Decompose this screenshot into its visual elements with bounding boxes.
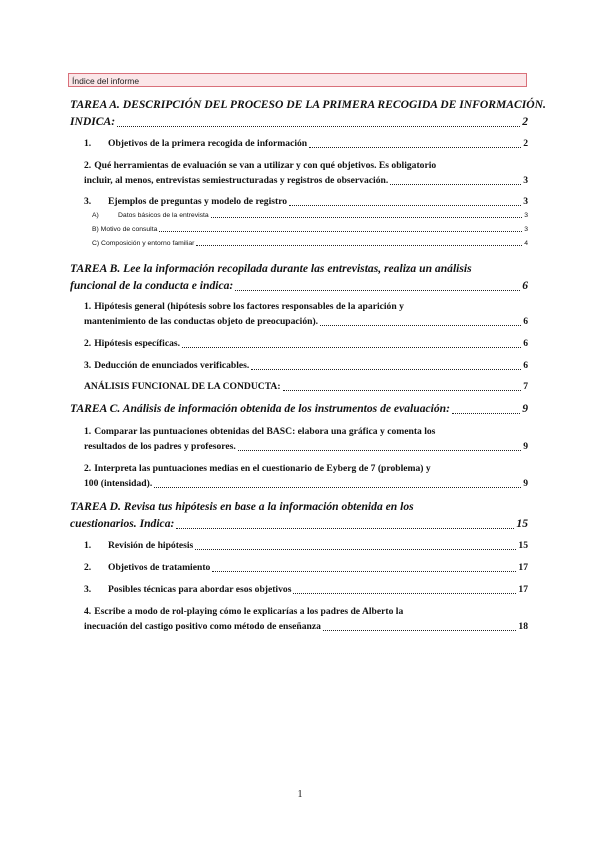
toc-entry-revision-hipotesis[interactable]	[84, 538, 528, 553]
entry-text: TAREA D. Revisa tus hipótesis en base a la información obtenida en los	[70, 500, 414, 513]
toc-entry-rol-playing[interactable]	[84, 604, 528, 634]
toc-entry-analisis-funcional[interactable]	[84, 379, 528, 394]
toc-entry-eyberg[interactable]	[84, 461, 528, 491]
page-ref: 7	[523, 381, 528, 392]
entry-text: TAREA A. DESCRIPCIÓN DEL PROCESO DE LA PRIMERA RECOGIDA DE INFORMACIÓN.	[70, 98, 546, 111]
toc-entry-composicion-familiar[interactable]	[92, 239, 528, 248]
entry-text: Ejemplos de preguntas y modelo de registro	[108, 196, 288, 207]
page-number: 1	[297, 789, 303, 800]
entry-number: 1.	[84, 540, 92, 551]
entry-text: Objetivos de la primera recogida de información	[108, 138, 308, 149]
page-ref: 9	[522, 402, 528, 415]
toc-entry-motivo-consulta[interactable]	[92, 225, 528, 234]
entry-number: 1.	[84, 138, 92, 149]
page-ref: 4	[524, 240, 528, 247]
page-ref: 15	[516, 517, 528, 530]
toc-entry-tarea-a[interactable]	[70, 96, 546, 130]
toc-entry-deduccion-enunciados[interactable]	[84, 358, 528, 373]
entry-number: 1.	[84, 426, 92, 437]
entry-number: A)	[92, 212, 99, 219]
toc-entry-tarea-d[interactable]	[70, 498, 528, 532]
entry-text: Comparar las puntuaciones obtenidas del BASC: elabora una gráfica y comenta los	[94, 426, 436, 437]
entry-text: Posibles técnicas para abordar esos objetivos	[108, 584, 292, 595]
entry-text: Deducción de enunciados verificables.	[94, 360, 250, 371]
entry-number: 2.	[84, 160, 92, 171]
entry-text: cuestionarios. Indica:	[70, 517, 175, 530]
page-ref: 17	[518, 584, 528, 595]
toc-entry-ejemplos-preguntas[interactable]	[84, 194, 528, 209]
page-ref: 3	[524, 212, 528, 219]
entry-number: 2.	[84, 562, 92, 573]
entry-text: Revisión de hipótesis	[108, 540, 194, 551]
entry-text: Hipótesis específicas.	[94, 338, 181, 349]
entry-text: TAREA C. Análisis de información obtenida de los instrumentos de evaluación:	[70, 402, 450, 415]
page-ref: 3	[523, 175, 528, 186]
page-ref: 6	[523, 360, 528, 371]
entry-text: funcional de la conducta e indica:	[70, 279, 234, 292]
entry-text: INDICA:	[70, 115, 116, 128]
entry-text: TAREA B. Lee la información recopilada durante las entrevistas, realiza un análisis	[70, 262, 472, 275]
page-ref: 9	[523, 478, 528, 489]
page-ref: 6	[523, 338, 528, 349]
entry-text: incluir, al menos, entrevistas semiestructuradas y registros de observación.	[84, 175, 389, 186]
page-ref: 3	[523, 196, 528, 207]
page-ref: 18	[518, 621, 528, 632]
entry-text: Datos básicos de la entrevista	[118, 212, 209, 219]
entry-text: mantenimiento de las conductas objeto de preocupación).	[84, 316, 319, 327]
entry-number: 2.	[84, 338, 92, 349]
entry-text: Objetivos de tratamiento	[108, 562, 211, 573]
entry-number: 3.	[84, 360, 92, 371]
toc-entry-puntuaciones-basc[interactable]	[84, 424, 528, 454]
entry-text: inecuación del castigo positivo como método de enseñanza	[84, 621, 321, 632]
toc-entry-posibles-tecnicas[interactable]	[84, 582, 528, 597]
toc-entry-hipotesis-especificas[interactable]	[84, 336, 528, 351]
toc-entry-tarea-b[interactable]	[70, 260, 528, 294]
toc-entry-tarea-c[interactable]	[70, 400, 528, 417]
page-ref: 3	[524, 226, 528, 233]
page-ref: 6	[523, 316, 528, 327]
entry-text: B) Motivo de consulta	[92, 226, 158, 233]
entry-text: 100 (intensidad).	[84, 478, 153, 489]
page-ref: 9	[523, 441, 528, 452]
page-ref: 15	[518, 540, 528, 551]
page-ref: 17	[518, 562, 528, 573]
toc-entry-herramientas-evaluacion[interactable]	[84, 158, 528, 188]
toc-entry-hipotesis-general[interactable]	[84, 299, 528, 329]
entry-text: Hipótesis general (hipótesis sobre los factores responsables de la aparición y	[94, 301, 404, 312]
entry-text: resultados de los padres y profesores.	[84, 441, 236, 452]
entry-text: ANÁLISIS FUNCIONAL DE LA CONDUCTA:	[84, 381, 281, 392]
toc-title: Índice del informe	[68, 73, 527, 87]
toc-entry-datos-basicos[interactable]	[92, 211, 528, 220]
entry-text: Qué herramientas de evaluación se van a utilizar y con qué objetivos. Es obligatorio	[94, 160, 437, 171]
entry-number: 3.	[84, 584, 92, 595]
entry-text: C) Composición y entorno familiar	[92, 240, 195, 247]
toc-entry-objetivos-primera-recogida[interactable]	[84, 136, 528, 151]
toc-entry-objetivos-tratamiento[interactable]	[84, 560, 528, 575]
entry-text: Interpreta las puntuaciones medias en el cuestionario de Eyberg de 7 (problema) y	[94, 463, 431, 474]
page-ref: 6	[522, 279, 528, 292]
entry-text: Escribe a modo de rol-playing cómo le explicarías a los padres de Alberto la	[94, 606, 404, 617]
page-ref: 2	[522, 115, 528, 128]
entry-number: 4.	[84, 606, 92, 617]
page-ref: 2	[523, 138, 528, 149]
entry-number: 3.	[84, 196, 92, 207]
entry-number: 1.	[84, 301, 92, 312]
entry-number: 2.	[84, 463, 92, 474]
